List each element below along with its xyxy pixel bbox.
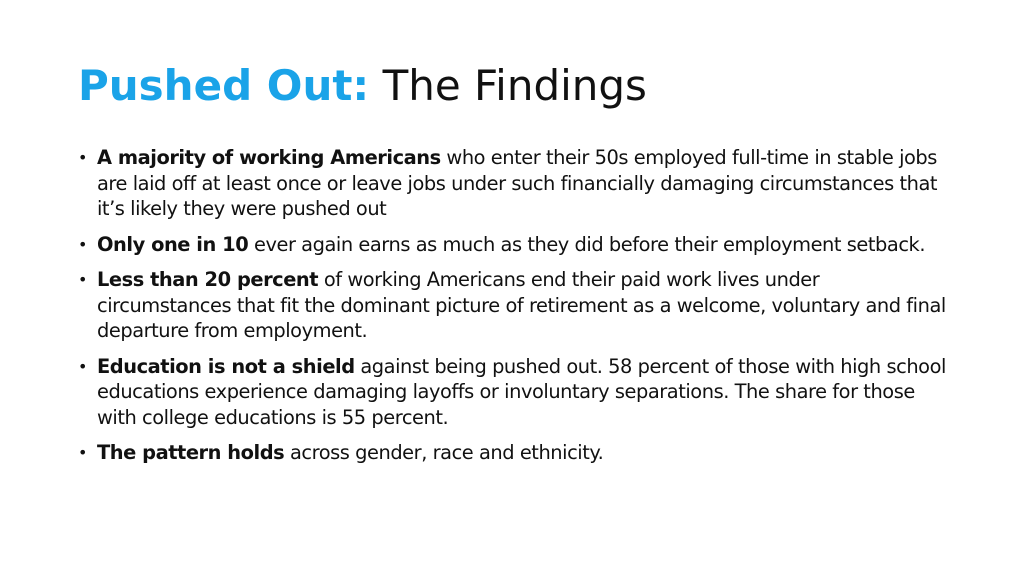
bullet-icon: •	[78, 234, 87, 254]
bullet-icon: •	[78, 270, 87, 289]
finding-emphasis: Only one in 10	[97, 232, 249, 256]
title-accent: Pushed Out:	[78, 61, 370, 110]
findings-list	[78, 145, 958, 476]
bullet-icon: •	[78, 148, 87, 167]
finding-item	[78, 440, 958, 466]
bullet-icon: •	[78, 443, 87, 462]
finding-text: ever again earns as much as they did before their employment setback.	[248, 232, 926, 256]
slide-title	[78, 60, 647, 112]
finding-item	[78, 232, 958, 258]
bullet-icon: •	[78, 356, 87, 376]
title-rest: The Findings	[382, 61, 647, 110]
finding-text: across gender, race and ethnicity.	[284, 441, 604, 464]
finding-item	[78, 267, 958, 344]
finding-item	[78, 354, 958, 431]
finding-emphasis: Education is not a shield	[97, 354, 355, 378]
finding-text: of working Americans end their paid work lives under circumstances that fit the dominant picture of retirement as a welcome, voluntary and final departure from employment.	[97, 268, 946, 342]
finding-emphasis: The pattern holds	[97, 441, 285, 464]
finding-item	[78, 145, 958, 222]
finding-emphasis: Less than 20 percent	[97, 268, 319, 291]
finding-text: against being pushed out. 58 percent of those with high school educations experience damaging layoffs or involuntary separations. The share for those with college educations is 55 percent.	[97, 354, 946, 429]
finding-emphasis: A majority of working Americans	[97, 146, 441, 169]
finding-text: who enter their 50s employed full-time in stable jobs are laid off at least once or leave jobs under such financially damaging circumstances that it’s likely they were pushed out	[97, 146, 938, 220]
